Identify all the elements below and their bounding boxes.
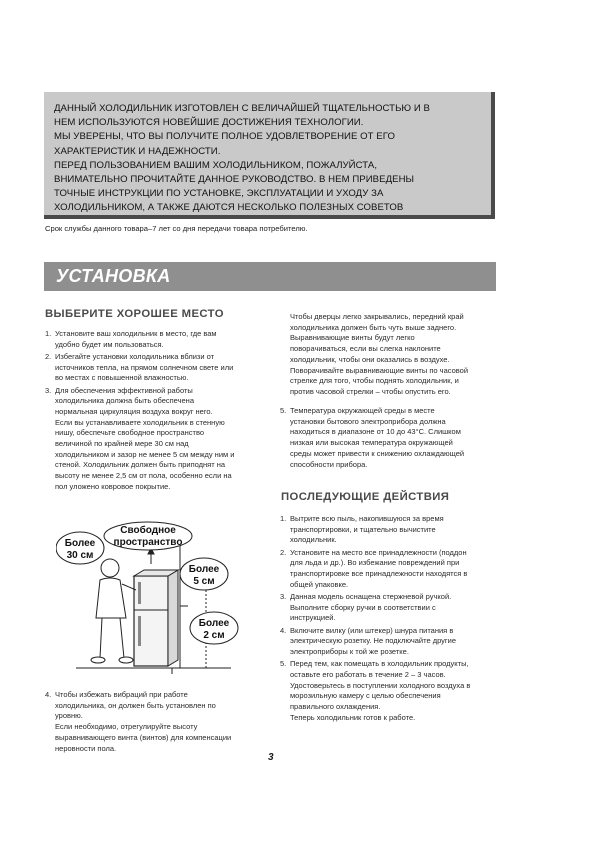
- leveling-instructions: Чтобы дверцы легко закрывались, передний край холодильника должен быть чуть выше заднего. Выравнивающие винты будут легко поворачиваться, если вы слегка наклоните холодильник, чтобы они оказались в воздухе. Поворачивайте выравнивающие винты по часовой стрелке для того, чтобы поднять холодильник, и против часовой стрелки – чтобы опустить его.: [290, 312, 469, 396]
- page-number: 3: [268, 752, 274, 763]
- service-life-note: Срок службы данного товара–7 лет со дня передачи товара потребителю.: [45, 224, 308, 233]
- list-item: 5. Температура окружающей среды в месте установки бытового электроприбора должна находиться в диапазоне от 10 до 43°С. Слишком низкая или высокая температура окружающей среды может привести к снижению охлаждающей способности прибора.: [280, 406, 465, 469]
- list-item: 3. Для обеспечения эффективной работы холодильника должна быть обеспечена нормальная циркуляция воздуха вокруг него. Если вы устанавливаете холодильник в стенную нишу, обеспечьте свободное пространство величиной по крайней мере 30 см над холодильником и зазор не менее 5 см между ним и стеной. Холодильник должен быть приподнят на высоту не менее 2,5 см от пола, особенно если на пол уложено ковровое покрытие.: [45, 385, 235, 491]
- section-header-band: [44, 262, 496, 291]
- left-heading: ВЫБЕРИТЕ ХОРОШЕЕ МЕСТО: [45, 308, 224, 320]
- free-space-label-2: пространство: [113, 537, 183, 548]
- fridge-icon: [134, 570, 178, 666]
- list-item: 2. Избегайте установки холодильника вблизи от источников тепла, на прямом солнечном свете или во местах с повышенной влажностью.: [45, 351, 234, 383]
- free-space-label-1: Свободное: [120, 525, 176, 536]
- clearance-2-label-2: 2 см: [203, 630, 225, 641]
- clearance-5-label-1: Более: [188, 564, 220, 575]
- temperature-item: [280, 406, 500, 472]
- clearance-30-label-1: Более: [64, 538, 96, 549]
- list-item: 4. Чтобы избежать вибраций при работе холодильника, он должен быть установлен по уровню. Если необходимо, отрегулируйте высоту выравнивающего винта (винтов) для компенсации неровности пола.: [45, 690, 232, 753]
- list-item: 2. Установите на место все принадлежности (поддон для льда и др.). Во избежание повреждений при транспортировке все принадлежности находятся в общей упаковке.: [280, 547, 468, 589]
- right-instructions-list: [280, 514, 500, 725]
- fridge-clearance-illustration: [56, 518, 246, 683]
- notice-text: ДАННЫЙ ХОЛОДИЛЬНИК ИЗГОТОВЛЕН С ВЕЛИЧАЙШЕЙ ТЩАТЕЛЬНОСТЬЮ И В НЕМ ИСПОЛЬЗУЮТСЯ НОВЕЙШИЕ ДОСТИЖЕНИЯ ТЕХНОЛОГИИ. МЫ УВЕРЕНЫ, ЧТО ВЫ ПОЛУЧИТЕ ПОЛНОЕ УДОВЛЕТВОРЕНИЕ ОТ ЕГО ХАРАКТЕРИСТИК И НАДЕЖНОСТИ. ПЕРЕД ПОЛЬЗОВАНИЕМ ВАШИМ ХОЛОДИЛЬНИКОМ, ПОЖАЛУЙСТА, ВНИМАТЕЛЬНО ПРОЧИТАЙТЕ ДАННОЕ РУКОВОДСТВО. В НЕМ ПРИВЕДЕНЫ ТОЧНЫЕ ИНСТРУКЦИИ ПО УСТАНОВКЕ, ЭКСПЛУАТАЦИИ И УХОДУ ЗА ХОЛОДИЛЬНИКОМ, А ТАКЖЕ ДАЮТСЯ НЕСКОЛЬКО ПОЛЕЗНЫХ СОВЕТОВ: [54, 103, 430, 214]
- right-heading: ПОСЛЕДУЮЩИЕ ДЕЙСТВИЯ: [281, 491, 450, 503]
- left-instructions-list: [45, 329, 260, 494]
- left-instructions-list-cont: [45, 690, 260, 756]
- person-icon: [91, 559, 136, 663]
- notice-box: [44, 92, 495, 219]
- list-item: 3. Данная модель оснащена стержневой ручкой. Выполните сборку ручки в соответствии с инструкцией.: [280, 591, 452, 623]
- clearance-30-label-2: 30 см: [66, 550, 94, 561]
- clearance-2-label-1: Более: [198, 618, 230, 629]
- list-item: 1. Вытрите всю пыль, накопившуюся за время транспортировки, и тщательно вычистите холодильник.: [280, 514, 444, 545]
- list-item: 5. Перед тем, как помещать в холодильник продукты, оставьте его работать в течение 2 – 3 часов. Удостоверьтесь в поступлении холодного воздуха в морозильную камеру с целью обеспечения правильного охлаждения. Теперь холодильник готов к работе.: [280, 659, 471, 722]
- clearance-5-label-2: 5 см: [193, 576, 215, 587]
- section-title: УСТАНОВКА: [56, 266, 171, 286]
- list-item: 1. Установите ваш холодильник в место, где вам удобно будет им пользоваться.: [45, 329, 217, 349]
- list-item: 4. Включите вилку (или штекер) шнура питания в электрическую розетку. Не подключайте другие электроприборы к той же розетке.: [280, 625, 457, 656]
